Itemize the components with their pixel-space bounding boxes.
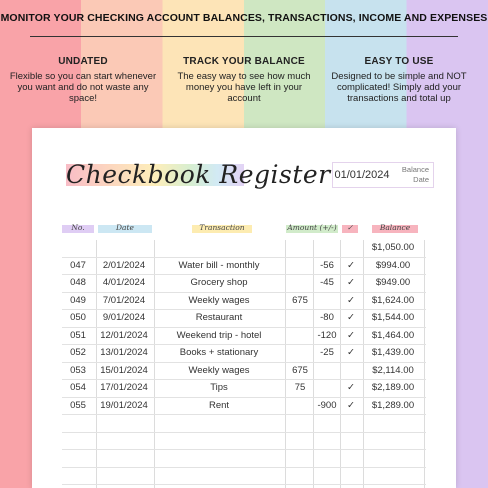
divider [30, 36, 458, 37]
row-balance: $2,114.00 [372, 364, 414, 376]
row-check: ✓ [347, 294, 355, 306]
feature-easy-to-use [324, 56, 474, 104]
row-transaction: Weekly wages [188, 294, 250, 306]
starting-balance-row[interactable] [62, 240, 426, 258]
row-balance: $994.00 [375, 259, 411, 271]
table-row[interactable] [62, 345, 426, 363]
row-balance: $949.00 [375, 277, 411, 288]
feature-text: Flexible so you can start whenever you want and do not waste any space! [9, 71, 157, 104]
row-balance: $1,544.00 [371, 312, 415, 323]
row-check: ✓ [347, 382, 355, 393]
row-amount-in [286, 398, 314, 415]
row-amount-in [286, 275, 314, 292]
headline: MONITOR YOUR CHECKING ACCOUNT BALANCES, TRANSACTIONS, INCOME AND EXPENSES [0, 12, 488, 24]
row-transaction: Grocery shop [190, 277, 248, 288]
col-header-no-label: No. [71, 223, 85, 232]
feature-undated [8, 56, 158, 104]
row-transaction: Books + stationary [179, 347, 259, 358]
empty-row[interactable] [62, 415, 426, 433]
feature-title: EASY TO USE [364, 56, 434, 67]
row-number: 055 [70, 399, 86, 411]
row-date: 12/01/2024 [100, 329, 148, 341]
feature-text: The easy way to see how much money you have left in your account [177, 71, 311, 104]
row-number: 050 [70, 312, 86, 323]
row-amount-in: 675 [292, 364, 308, 376]
row-date: 4/01/2024 [102, 277, 146, 288]
row-check [340, 363, 362, 380]
col-header-no [62, 222, 94, 234]
table-row[interactable] [62, 398, 426, 416]
table-row[interactable] [62, 363, 426, 381]
balance-date-value: 01/01/2024 [334, 169, 390, 181]
row-amount-out: -120 [317, 329, 337, 341]
row-check: ✓ [347, 259, 355, 271]
feature-track-balance [169, 56, 319, 104]
balance-date-labels [391, 165, 429, 185]
empty-row[interactable] [62, 450, 426, 468]
row-number: 053 [70, 364, 86, 376]
row-number: 054 [70, 382, 86, 393]
row-transaction: Restaurant [195, 312, 243, 323]
row-amount-in [286, 328, 314, 345]
sheet-title: Checkbook Register [66, 160, 331, 189]
row-amount-in [286, 310, 314, 327]
table-row[interactable] [62, 380, 426, 398]
row-transaction: Weekend trip - hotel [176, 329, 262, 341]
balance-date-box[interactable] [332, 162, 434, 188]
table-row[interactable] [62, 310, 426, 328]
date-label: Date [413, 175, 429, 184]
col-header-amount-label: Amount (+/-) [287, 223, 337, 232]
register-table [62, 240, 426, 485]
col-header-balance-label: Balance [379, 223, 411, 232]
row-balance: $1,289.00 [371, 399, 415, 411]
col-header-check-label: ✓ [346, 223, 354, 232]
row-number: 049 [70, 294, 86, 306]
row-date: 15/01/2024 [100, 364, 148, 376]
empty-row[interactable] [62, 433, 426, 451]
row-balance: $1,464.00 [371, 329, 415, 341]
row-check: ✓ [347, 312, 355, 323]
row-check: ✓ [347, 329, 355, 341]
col-header-transaction-label: Transaction [199, 223, 245, 232]
row-transaction: Weekly wages [188, 364, 250, 376]
table-row[interactable] [62, 328, 426, 346]
row-date: 2/01/2024 [102, 259, 146, 271]
balance-label: Balance [401, 165, 429, 174]
feature-text: Designed to be simple and NOT complicated! Simply add your transactions and total up [331, 71, 467, 104]
register-sheet [32, 128, 456, 488]
col-header-amount [286, 222, 338, 234]
col-header-balance [372, 222, 418, 234]
row-number: 048 [70, 277, 86, 288]
sheet-title-wrap [66, 160, 331, 189]
row-amount-out: -80 [320, 312, 334, 323]
row-balance: $1,439.00 [371, 347, 415, 358]
starting-balance: $1,050.00 [371, 242, 415, 253]
row-balance: $2,189.00 [371, 382, 415, 393]
row-number: 047 [70, 259, 86, 271]
table-row[interactable] [62, 258, 426, 276]
row-amount-out: -45 [320, 277, 334, 288]
row-check: ✓ [347, 347, 355, 358]
feature-title: UNDATED [58, 56, 108, 67]
table-row[interactable] [62, 275, 426, 293]
row-amount-out: -900 [317, 399, 337, 411]
row-date: 17/01/2024 [100, 382, 148, 393]
empty-row[interactable] [62, 468, 426, 486]
col-header-transaction [192, 222, 252, 234]
row-date: 7/01/2024 [102, 294, 146, 306]
row-amount-out: -25 [320, 347, 334, 358]
table-row[interactable] [62, 293, 426, 311]
col-header-check [342, 222, 358, 234]
row-transaction: Rent [208, 399, 230, 411]
row-amount-in [286, 345, 314, 362]
row-number: 052 [70, 347, 86, 358]
row-date: 13/01/2024 [100, 347, 148, 358]
row-date: 9/01/2024 [102, 312, 146, 323]
row-amount-out [314, 293, 340, 310]
row-check: ✓ [347, 277, 355, 288]
row-amount-out: -56 [320, 259, 334, 271]
row-balance: $1,624.00 [371, 294, 415, 306]
feature-title: TRACK YOUR BALANCE [183, 56, 305, 67]
col-header-date [98, 222, 152, 234]
col-header-date-label: Date [116, 223, 134, 232]
row-amount-in: 675 [292, 294, 308, 306]
row-number: 051 [70, 329, 86, 341]
row-transaction: Water bill - monthly [178, 259, 260, 271]
row-amount-out [314, 363, 340, 380]
row-amount-in [286, 258, 314, 275]
row-transaction: Tips [210, 382, 228, 393]
row-amount-in: 75 [294, 382, 306, 393]
row-date: 19/01/2024 [100, 399, 148, 411]
row-check: ✓ [347, 399, 355, 411]
row-amount-out [314, 380, 340, 397]
